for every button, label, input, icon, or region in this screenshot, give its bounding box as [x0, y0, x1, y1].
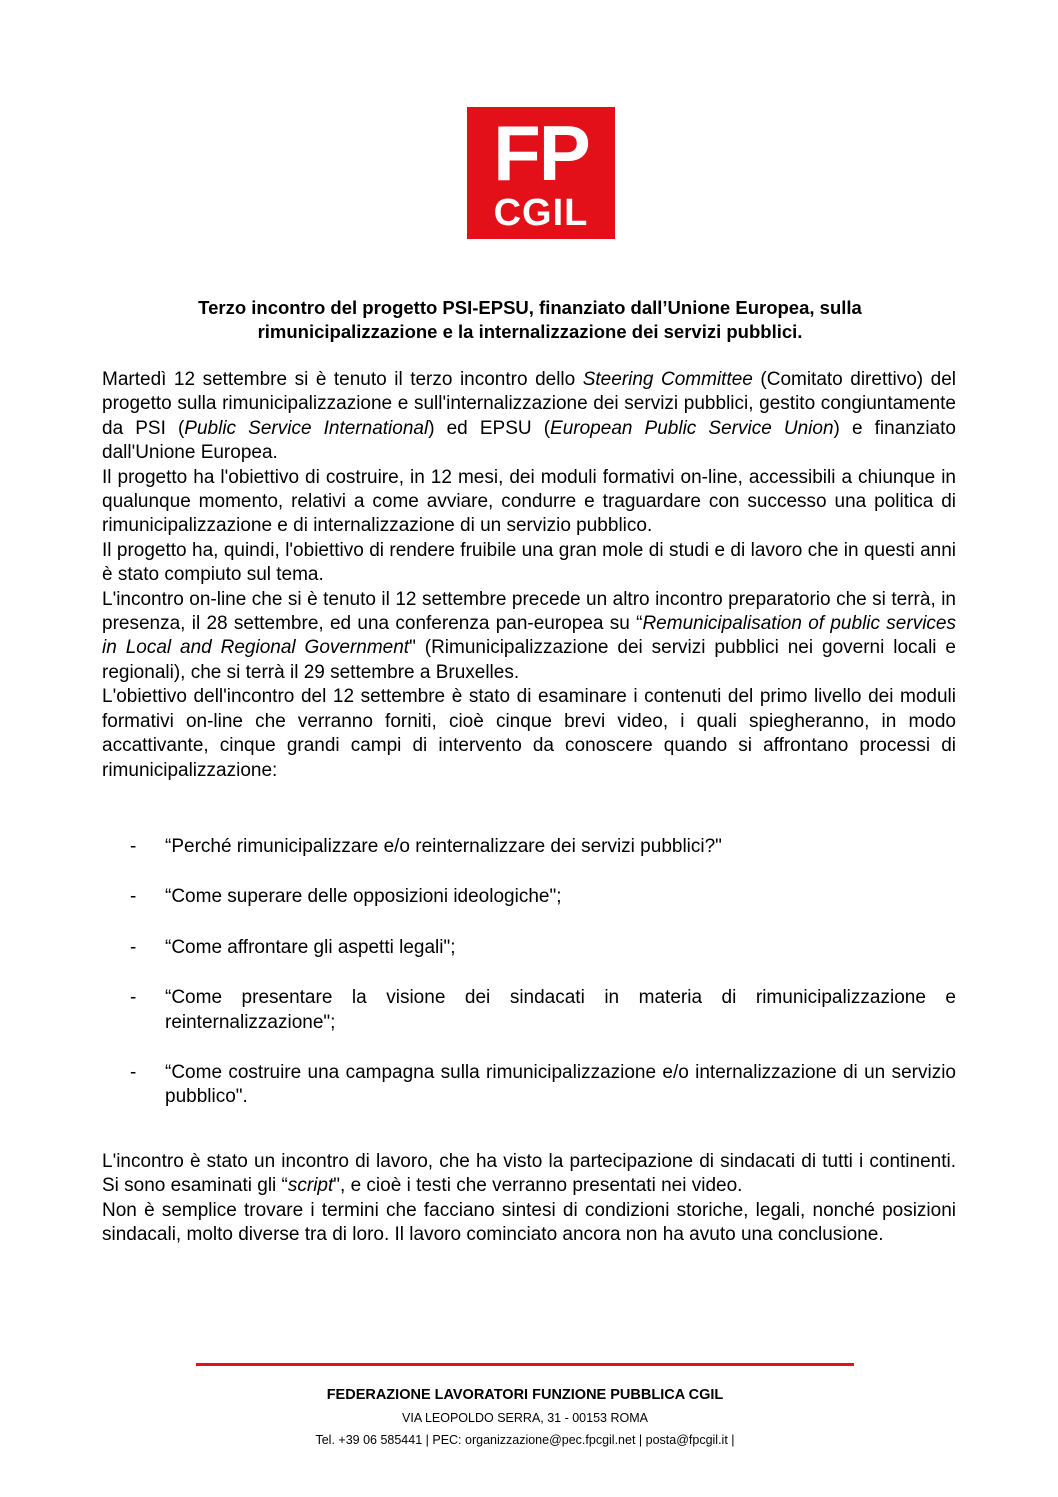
p1-text-e: ) ed EPSU (	[428, 417, 551, 439]
p1-italic-epsu: European Public Service Union	[550, 417, 834, 439]
list-item-text: “Come costruire una campagna sulla rimunicipalizzazione e/o internalizzazione di un servizio pubblico".	[165, 1062, 956, 1108]
document-title	[110, 296, 950, 344]
footer-address: VIA LEOPOLDO SERRA, 31 - 00153 ROMA	[402, 1411, 648, 1425]
paragraph-3: Il progetto ha, quindi, l'obiettivo di rendere fruibile una gran mole di studi e di lavoro che in questi anni è stato compiuto sul tema.	[102, 539, 956, 586]
closing-paragraph-1	[102, 1150, 956, 1199]
p1-text-a: Martedì 12 settembre si è tenuto il terzo incontro dello	[102, 369, 583, 390]
fp-cgil-logo	[467, 107, 615, 239]
footer-divider	[196, 1363, 854, 1366]
paragraph-5: L'obiettivo dell'incontro del 12 settembre è stato di esaminare i contenuti del primo livello dei moduli formativi on-line che verranno forniti, cioè cinque brevi video, i quali spiegheranno, in modo accattivante, cinque grandi campi di intervento da conoscere quando si affrontano processi di rimunicipalizzazione:	[102, 686, 956, 781]
list-dash: -	[130, 987, 137, 1009]
p4-italic-conference: Remunicipalisation of public services in Local and Regional Government	[102, 613, 956, 659]
list-dash: -	[130, 836, 137, 857]
list-dash: -	[130, 936, 137, 958]
footer-organization: FEDERAZIONE LAVORATORI FUNZIONE PUBBLICA CGIL	[326, 1387, 724, 1403]
list-item-text: “Come superare delle opposizioni ideologiche";	[165, 886, 562, 908]
list-item	[102, 835, 956, 859]
list-item-text: “Come affrontare gli aspetti legali";	[165, 936, 456, 958]
p1-italic-psi: Public Service International	[184, 417, 429, 439]
title-line-2: rimunicipalizzazione e la internalizzazione dei servizi pubblici.	[257, 321, 803, 342]
paragraph-4	[102, 588, 956, 686]
p1-italic-steering: Steering Committee	[582, 369, 753, 390]
document-body	[102, 368, 956, 783]
list-item	[102, 1061, 956, 1110]
logo-fp-text: FP	[493, 109, 589, 197]
paragraph-2: Il progetto ha l'obiettivo di costruire, in 12 mesi, dei moduli formativi on-line, accessibili a chiunque in qualunque momento, relativi a come avviare, condurre e traguardare con successo una politica di rimunicipalizzazione e di internalizzazione di un servizio pubblico.	[102, 466, 956, 537]
closing-text-a: L'incontro è stato un incontro di lavoro, che ha visto la partecipazione di sindacati di tutti i continenti. Si sono esaminati gli “	[102, 1151, 956, 1197]
list-item-text: “Come presentare la visione dei sindacati in materia di rimunicipalizzazione e reinternalizzazione";	[165, 987, 956, 1033]
p4-text-a: L'incontro on-line che si è tenuto il 12 settembre precede un altro incontro preparatorio che si terrà, in presenza, il 28 settembre, ed una conferenza pan-europea su “	[102, 588, 956, 635]
closing-paragraph-2: Non è semplice trovare i termini che facciano sintesi di condizioni storiche, legali, nonché posizioni sindacali, molto diverse tra di loro. Il lavoro cominciato ancora non ha avuto una conclusione.	[102, 1199, 956, 1246]
list-item	[102, 885, 956, 909]
list-dash: -	[130, 1062, 137, 1084]
title-line-1: Terzo incontro del progetto PSI-EPSU, finanziato dall’Unione Europea, sulla	[198, 297, 862, 318]
footer-contacts: Tel. +39 06 585441 | PEC: organizzazione@pec.fpcgil.net | posta@fpcgil.it |	[315, 1433, 735, 1447]
closing-section	[102, 1150, 956, 1248]
p1-text-g: ) e finanziato dall'Unione Europea.	[102, 417, 956, 464]
closing-text-c: ", e cioè i testi che verranno presentati nei video.	[333, 1175, 743, 1197]
p1-text-c: (Comitato direttivo) del progetto sulla rimunicipalizzazione e sull'internalizzazione dei servizi pubblici, gestito congiuntamente da PSI (	[102, 369, 956, 439]
closing-italic-script: script	[287, 1175, 334, 1197]
paragraph-1	[102, 368, 956, 466]
list-item	[102, 936, 956, 960]
video-topics-list	[102, 835, 956, 1136]
list-dash: -	[130, 886, 137, 908]
p4-text-c: " (Rimunicipalizzazione dei servizi pubblici nei governi locali e regionali), che si terrà il 29 settembre a Bruxelles.	[102, 637, 956, 683]
logo-cgil-text: CGIL	[493, 192, 589, 234]
list-item-text: “Perché rimunicipalizzare e/o reinternalizzare dei servizi pubblici?"	[165, 836, 722, 857]
list-item	[102, 986, 956, 1035]
